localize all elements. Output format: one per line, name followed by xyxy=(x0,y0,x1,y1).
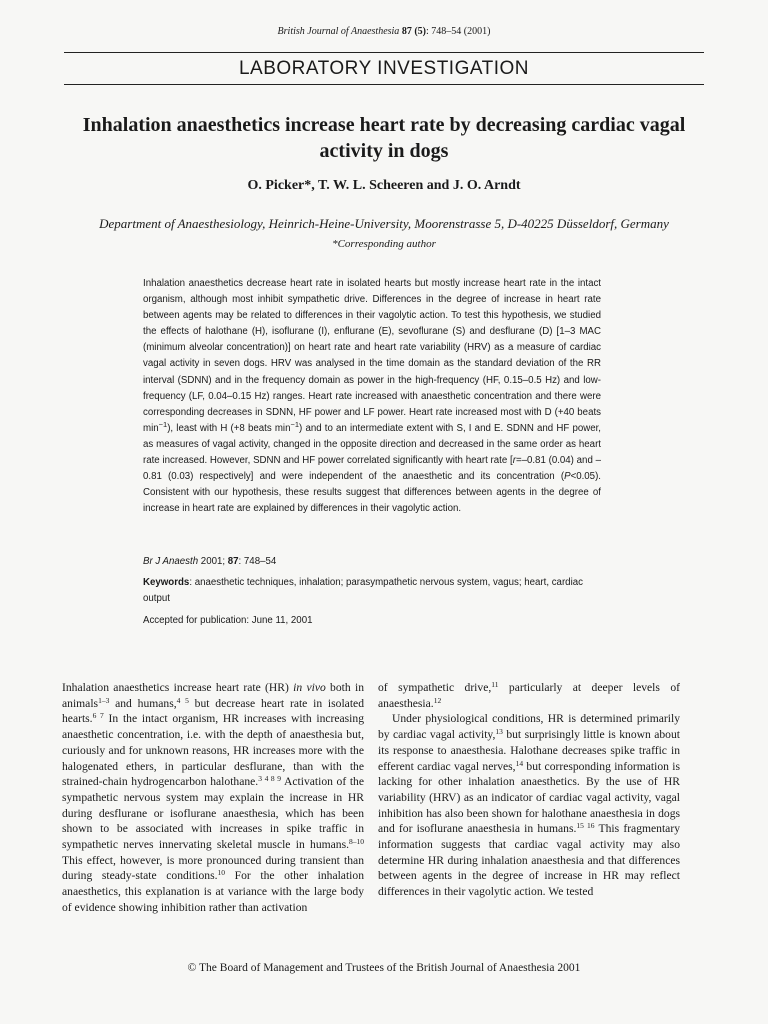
body-paragraph xyxy=(378,680,680,711)
body-column-left xyxy=(62,680,364,916)
body-text: For the other inhalation anaesthetics, this explanation is at variance with the large body of evidence showing inhibition rather than activation xyxy=(62,869,364,914)
citation-pages: : 748–54 xyxy=(238,556,277,567)
citation-volume: 87 xyxy=(227,556,239,567)
reference-sup: 1–3 xyxy=(98,695,110,705)
top-rule xyxy=(64,52,704,53)
reference-sup: 13 xyxy=(495,727,503,737)
reference-sup: 12 xyxy=(433,695,442,705)
body-paragraph xyxy=(378,711,680,899)
body-text: This effect, however, is more pronounced during transient than during steady-state conditions. xyxy=(62,853,364,883)
abstract xyxy=(143,276,601,517)
corresponding-author-note: *Corresponding author xyxy=(332,238,436,250)
abstract-p-symbol: P xyxy=(564,471,571,483)
reference-sup: 3 4 8 9 xyxy=(258,774,282,784)
body-text: In the intact organism, HR increases with increasing anaesthetic concentration, i.e. with the depth of anaesthesia but, curiously and for unknown reasons, HR increases more with the halogenated ethers, in particular desflurane, than with the strained-chain hydrogencarbon halothane. xyxy=(62,712,364,789)
copyright-footer: © The Board of Management and Trustees of the British Journal of Anaesthesia 2001 xyxy=(187,962,581,974)
body-text: Inhalation anaesthetics increase heart rate (HR) xyxy=(62,681,294,694)
journal-name: British Journal of Anaesthesia xyxy=(277,26,400,37)
abstract-text-1: Inhalation anaesthetics decrease heart rate in isolated hearts but mostly increase heart rate in the intact organism, although most inhibit sympathetic drive. Differences in the degree of increase in heart rate between agents may be related to differences in their vagolytic action. To test this hypothesis, we studied the effects of halothane (H), isoflurane (I), enflurane (E), sevoflurane (S) and desflurane (D) [1–3 MAC (minimum alveolar concentration)] on heart rate and heart rate variability (HRV) as a measure of cardiac vagal activity in seven dogs. HRV was analysed in the time domain as the standard deviation of the RR interval (SDNN) and in the frequency domain as power in the high-frequency (HF, 0.15–0.5 Hz) and low-frequency (LF, 0.04–0.15 Hz) ranges. Heart rate increased with anaesthetic concentration and there were corresponding decreases in SDNN, HF power and LF power. Heart rate increased most with D (+40 beats min xyxy=(143,278,601,434)
citation-year: 2001; xyxy=(198,556,228,567)
journal-header xyxy=(0,26,768,37)
body-italic: in vivo xyxy=(293,681,326,694)
article-affiliation: Department of Anaesthesiology, Heinrich-Heine-University, Moorenstrasse 5, D-40225 Düsseldorf, Germany xyxy=(99,216,669,231)
body-text: This fragmentary information suggests that cardiac vagal activity may also determine HR during inhalation anaesthesia and that differences between agents in the degree of increase in HR may reflect differences in their vagolytic action. We tested xyxy=(378,822,680,899)
body-text: Activation of the sympathetic nervous system may explain the increase in HR during desflurane or isoflurane anaesthesia, which has been shown to be associated with increases in spike traffic in sympathetic nerves innervating skeletal muscle in humans. xyxy=(62,775,364,852)
article-authors: O. Picker*, T. W. L. Scheeren and J. O. Arndt xyxy=(247,178,521,193)
reference-sup: 14 xyxy=(515,758,524,768)
body-text: but corresponding information is lacking for other inhalation anaesthetics. By the use of HR variability (HRV) as an indicator of cardiac vagal activity, vagal inhibition has also been shown for halothane anaesthesia in dogs and for isoflurane anaesthesia in humans. xyxy=(378,759,681,836)
abstract-citation xyxy=(143,556,601,567)
keywords-label: Keywords xyxy=(143,577,190,588)
body-paragraph xyxy=(62,680,364,916)
section-rule xyxy=(64,84,704,85)
reference-sup: 10 xyxy=(217,868,225,878)
journal-pages: : 748–54 (2001) xyxy=(425,26,491,37)
body-text: but decrease heart rate in isolated hearts. xyxy=(62,696,364,726)
body-text: particularly at deeper levels of anaesthesia. xyxy=(378,681,680,710)
citation-journal: Br J Anaesth xyxy=(143,556,199,567)
abstract-r-symbol: r xyxy=(512,455,516,467)
reference-sup: 15 16 xyxy=(576,821,595,831)
accepted-date: Accepted for publication: June 11, 2001 xyxy=(143,615,313,626)
abstract-sup-2: −1 xyxy=(290,419,300,429)
body-text: Under physiological conditions, HR is determined primarily by cardiac vagal activity, xyxy=(378,712,680,742)
abstract-text-5: <0.05). Consistent with our hypothesis, these results suggest that differences between agents in the degree of increase in heart rate are explained by differences in their vagolytic action. xyxy=(143,471,601,515)
article-title: Inhalation anaesthetics increase heart rate by decreasing cardiac vagal activity in dogs xyxy=(82,114,686,162)
journal-volume: 87 xyxy=(401,26,412,37)
reference-sup: 4 5 xyxy=(176,695,189,705)
abstract-text-2: ), least with H (+8 beats min xyxy=(167,422,291,434)
abstract-text-3: ) and to an intermediate extent with S, I and E. SDNN and HF power, as measures of vagal activity, changed in the opposite direction and decreased in the same order as heart rate increased. However, SDNN and HF power correlated significantly with heart rate [ xyxy=(143,422,601,467)
keywords xyxy=(143,575,601,607)
body-text: both in animals xyxy=(62,681,364,710)
section-label: LABORATORY INVESTIGATION xyxy=(238,58,530,79)
journal-issue: (5) xyxy=(414,26,426,37)
abstract-text-4: =–0.81 (0.04) and –0.81 (0.03) respectively] and were independent of the anaesthetic and its concentration ( xyxy=(143,455,601,483)
keywords-text: : anaesthetic techniques, inhalation; parasympathetic nervous system, vagus; heart, cardiac output xyxy=(143,577,583,604)
reference-sup: 6 7 xyxy=(92,711,104,721)
reference-sup: 11 xyxy=(491,680,499,689)
reference-sup: 8–10 xyxy=(349,837,364,847)
body-text: and humans, xyxy=(109,696,177,710)
body-column-right xyxy=(378,680,680,900)
abstract-sup-1: −1 xyxy=(158,419,168,429)
body-text: but surprisingly little is known about its response to anaesthesia. Halothane decreases spike traffic in efferent cardiac vagal nerves, xyxy=(378,728,680,773)
body-text: of sympathetic drive, xyxy=(378,681,492,694)
